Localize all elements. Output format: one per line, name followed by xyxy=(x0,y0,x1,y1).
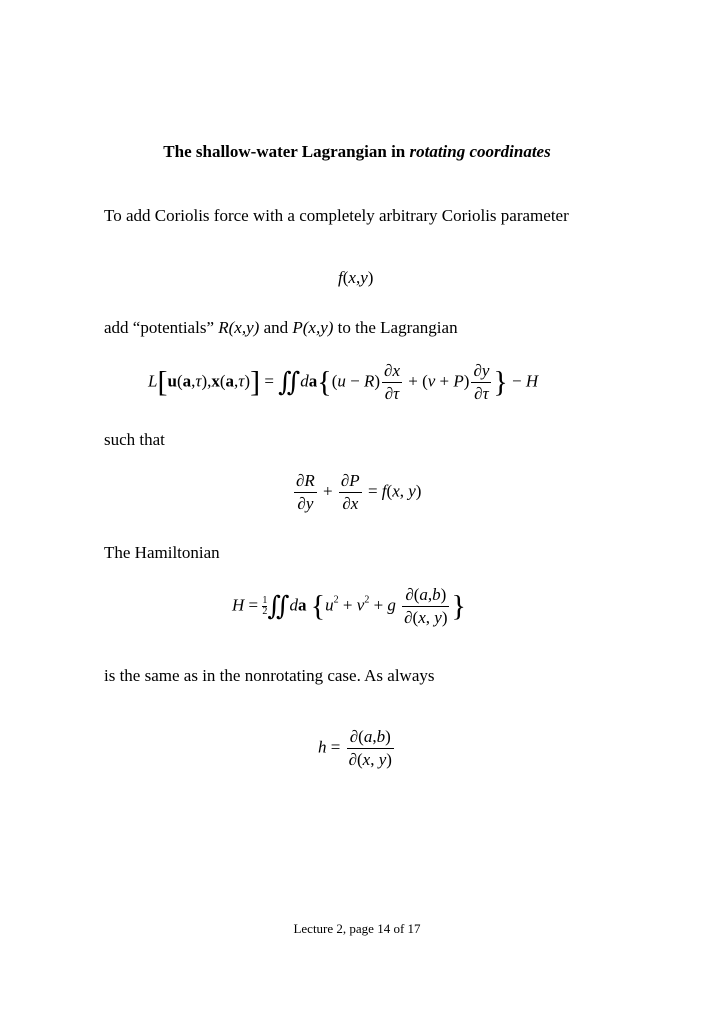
equation-hamiltonian: H = $\frac{1}{2}$ ∬da {$u^2 + v^2 + g$ $\frac{\partial(a,b)}{\partial(x, y)}$ } xyxy=(232,585,466,627)
title-bold-part: The shallow-water Lagrangian in xyxy=(163,142,410,161)
page-title xyxy=(0,142,714,162)
paragraph-coriolis-intro: To add Coriolis force with a completely arbitrary Coriolis parameter xyxy=(104,206,569,225)
equation-height: h = $\frac{\partial(a,b)}{\partial(x, y)}$ xyxy=(318,727,392,769)
page-footer: Lecture 2, page 14 of 17 xyxy=(293,921,421,936)
equation-lagrangian: L[u(a,τ),x(a,τ)] = ∬da{(u − R) $\frac{\partial x}{\partial\tau}$ + (v + P) $\frac{\partial y}{\partial\tau}$ } − H xyxy=(148,361,539,403)
paragraph-potentials: add “potentials” R(x,y) and P(x,y) to the Lagrangian xyxy=(104,318,458,337)
potential-r: R(x,y) xyxy=(218,318,260,337)
paragraph-nonrotating: is the same as in the nonrotating case. As always xyxy=(104,666,435,685)
paragraph-such-that: such that xyxy=(104,430,165,449)
title-italic-part: rotating coordinates xyxy=(409,142,551,161)
equation-curl-condition: $\frac{\partial R}{\partial y}$ + $\frac{\partial P}{\partial x}$ = f(x, y) xyxy=(296,471,422,513)
equation-coriolis-parameter: f(x,y) xyxy=(338,268,374,287)
paragraph-hamiltonian-intro: The Hamiltonian xyxy=(104,543,220,562)
potential-p: P(x,y) xyxy=(292,318,334,337)
